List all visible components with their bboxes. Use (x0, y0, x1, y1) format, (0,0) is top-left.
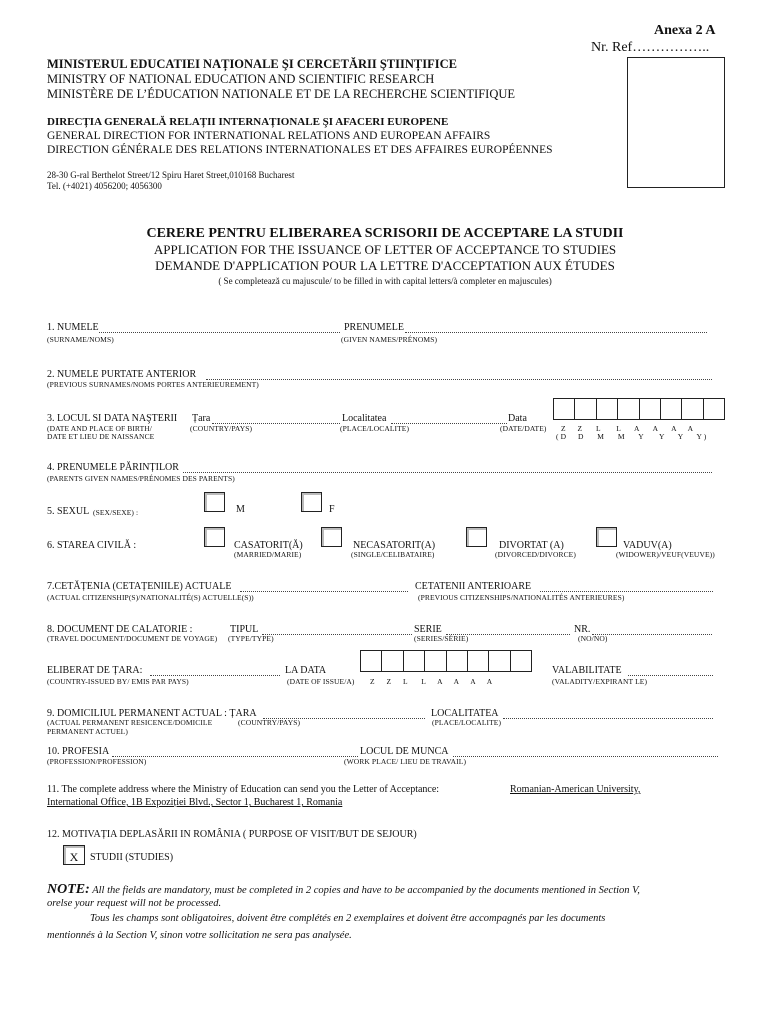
widow-sub: (WIDOWER)/VEUF(VEUVE)) (616, 550, 715, 559)
issue-date-boxes[interactable] (360, 650, 532, 672)
travel-doc-sub: (TRAVEL DOCUMENT/DOCUMENT DE VOYAGE) (47, 634, 218, 643)
ministry-fr: MINISTÈRE DE L’ÉDUCATION NATIONALE ET DE LA RECHERCHE SCIENTIFIQUE (47, 87, 516, 101)
direction-ro: DIRECȚIA GENERALĂ RELAȚII INTERNAȚIONALE ŞI AFACERI EUROPENE (47, 116, 449, 128)
previous-surnames-input[interactable] (206, 379, 712, 380)
doc-number-label: NR. (574, 624, 591, 635)
title-en: APPLICATION FOR THE ISSUANCE OF LETTER OF ACCEPTANCE TO STUDIES (153, 242, 617, 257)
doc-type-sub: (TYPE/TYPE) (228, 634, 274, 643)
surname-input[interactable] (99, 332, 340, 333)
purpose-label: 12. MOTIVAȚIA DEPLASĂRII IN ROMÂNIA ( PURPOSE OF VISIT/BUT DE SEJOUR) (47, 829, 417, 840)
annex-label: Anexa 2 A (654, 23, 716, 38)
parents-sub: (PARENTS GIVEN NAMES/PRÉNOMES DES PARENTS) (47, 474, 235, 483)
issue-date-sub: (DATE OF ISSUE/A) (287, 677, 355, 686)
doc-number-input[interactable] (592, 634, 712, 635)
acceptance-address-line1: Romanian-American University, (510, 784, 641, 795)
single-sub: (SINGLE/CELIBATAIRE) (351, 550, 435, 559)
parents-input[interactable] (183, 472, 712, 473)
note-label: NOTE: (47, 882, 90, 897)
telephone: Tel. (+4021) 4056200; 4056300 (47, 181, 162, 191)
single-label: NECASATORIT(A) (353, 540, 436, 551)
travel-doc-label: 8. DOCUMENT DE CALATORIE : (47, 624, 193, 635)
married-label: CASATORIT(Ă) (234, 540, 303, 551)
residence-place-sub: (PLACE/LOCALITE) (432, 718, 502, 727)
workplace-label: LOCUL DE MUNCA (360, 746, 449, 757)
divorced-checkbox[interactable] (466, 527, 487, 547)
note-line1 (47, 882, 640, 898)
married-sub: (MARRIED/MARIE) (234, 550, 302, 559)
citizenship-label: 7.CETĂȚENIA (CETAȚENIILE) ACTUALE (47, 581, 232, 592)
widow-label: VADUV(A) (623, 540, 672, 551)
photo-box[interactable] (627, 57, 725, 188)
single-checkbox[interactable] (321, 527, 342, 547)
divorced-label: DIVORTAT (A) (499, 540, 564, 551)
title-fr: DEMANDE D'APPLICATION POUR LA LETTRE D'ACCEPTATION AUX ÉTUDES (155, 258, 615, 273)
residence-sub2: PERMANENT ACTUEL) (47, 727, 128, 736)
widow-checkbox[interactable] (596, 527, 617, 547)
title-ro: CERERE PENTRU ELIBERAREA SCRISORII DE ACCEPTARE LA STUDII (146, 226, 624, 241)
given-names-sub: (GIVEN NAMES/PRÉNOMS) (341, 335, 438, 344)
citizenship-input[interactable] (240, 591, 408, 592)
civil-status-label: 6. STAREA CIVILĂ : (47, 540, 137, 551)
address-instructions: 11. The complete address where the Ministry of Education can send you the Letter of Acceptance: (47, 784, 440, 795)
previous-citizenship-input[interactable] (540, 591, 713, 592)
divorced-sub: (DIVORCED/DIVORCE) (495, 550, 576, 559)
birth-place-label: Localitatea (342, 413, 387, 424)
acceptance-address-line2: International Office, 1B Expoziției Blvd., Sector 1, Bucharest 1, Romania (47, 797, 343, 808)
sex-f-checkbox[interactable] (301, 492, 322, 512)
sex-m-label: M (236, 504, 245, 515)
workplace-sub: (WORK PLACE/ LIEU DE TRAVAIL) (344, 757, 467, 766)
given-names-label: PRENUMELE (344, 322, 404, 333)
doc-series-sub: (SERIES/SÉRIE) (414, 634, 469, 643)
birth-label: 3. LOCUL SI DATA NAŞTERII (47, 413, 178, 424)
doc-number-sub: (NO/NO) (578, 634, 608, 643)
birth-date-format: ( D D M M Y Y Y Y ) (556, 432, 707, 441)
surname-sub: (SURNAME/NOMS) (47, 335, 114, 344)
sex-m-checkbox[interactable] (204, 492, 225, 512)
doc-type-label: TIPUL (230, 624, 259, 635)
direction-en: GENERAL DIRECTION FOR INTERNATIONAL RELATIONS AND EUROPEAN AFFAIRS (47, 130, 491, 142)
capitals-note: ( Se completează cu majuscule/ to be filled in with capital letters/à completer en majuscules) (218, 276, 552, 286)
birth-country-sub: (COUNTRY/PAYS) (190, 424, 253, 433)
profession-sub: (PROFESSION/PROFESSION) (47, 757, 147, 766)
issue-date-label: LA DATA (285, 665, 327, 676)
given-names-input[interactable] (405, 332, 707, 333)
validity-input[interactable] (628, 675, 713, 676)
studies-label: STUDII (STUDIES) (90, 852, 174, 863)
issued-country-label: ELIBERAT DE ȚARA: (47, 665, 143, 676)
validity-label: VALABILITATE (552, 665, 622, 676)
birth-date-label: Data (508, 413, 527, 424)
issued-country-sub: (COUNTRY-ISSUED BY/ EMIS PAR PAYS) (47, 677, 189, 686)
sex-label: 5. SEXUL (47, 506, 90, 517)
residence-country-sub: (COUNTRY/PAYS) (238, 718, 301, 727)
birth-country-label: Țara (192, 413, 211, 424)
previous-surnames-label: 2. NUMELE PURTATE ANTERIOR (47, 369, 197, 380)
birth-date-sub: (DATE/DATE) (500, 424, 547, 433)
validity-sub: (VALADITY/EXPIRANT LE) (552, 677, 648, 686)
residence-sub1: (ACTUAL PERMANENT RESICENCE/DOMICILE (47, 718, 213, 727)
note-line2: orelse your request will not be processed. (47, 898, 222, 909)
previous-citizenship-label: CETATENII ANTERIOARE (415, 581, 532, 592)
residence-label: 9. DOMICILIUL PERMANENT ACTUAL : ȚARA (47, 708, 257, 719)
birth-date-letters: Z Z L L A A A A (561, 424, 694, 433)
direction-fr: DIRECTION GÉNÉRALE DES RELATIONS INTERNATIONALES ET DES AFFAIRES EUROPÉENNES (47, 144, 553, 156)
birth-sub2: DATE ET LIEU DE NAISSANCE (47, 432, 155, 441)
note-line3: Tous les champs sont obligatoires, doivent être complétés en 2 exemplaires et doivent être accompagnés par les documents (90, 913, 606, 924)
birth-place-sub: (PLACE/LOCALITE) (340, 424, 410, 433)
address: 28-30 G-ral Berthelot Street/12 Spiru Haret Street,010168 Bucharest (47, 170, 295, 180)
residence-place-label: LOCALITATEA (431, 708, 499, 719)
issue-date-letters: Z Z L L A A A A (370, 677, 493, 686)
ministry-en: MINISTRY OF NATIONAL EDUCATION AND SCIENTIFIC RESEARCH (47, 72, 435, 86)
issued-country-input[interactable] (150, 675, 280, 676)
doc-type-input[interactable] (262, 634, 412, 635)
ministry-ro: MINISTERUL EDUCATIEI NAȚIONALE ŞI CERCETĂRII ŞTIINȚIFICE (47, 57, 457, 71)
previous-citizenship-sub: (PREVIOUS CITIZENSHIPS/NATIONALITÉS ANTERIEURES) (418, 593, 625, 602)
note-text1: All the fields are mandatory, must be completed in 2 copies and have to be accompanied by the documents mentioned in Section V, (89, 885, 640, 896)
studies-checkbox[interactable]: X (63, 845, 85, 865)
parents-label: 4. PRENUMELE PĂRINȚILOR (47, 462, 179, 473)
note-line4: mentionnés à la Section V, sinon votre sollicitation ne sera pas analysée. (47, 930, 352, 941)
birth-sub1: (DATE AND PLACE OF BIRTH/ (47, 424, 152, 433)
citizenship-sub: (ACTUAL CITIZENSHIP(S)/NATIONALITÉ(S) ACTUELLE(S)) (47, 593, 254, 602)
residence-place-input[interactable] (503, 718, 713, 719)
surname-label: 1. NUMELE (47, 322, 99, 333)
sex-f-label: F (329, 504, 335, 515)
doc-series-label: SERIE (414, 624, 442, 635)
birth-date-boxes[interactable] (553, 398, 725, 420)
reference-number: Nr. Ref…………….. (591, 40, 710, 55)
previous-surnames-sub: (PREVIOUS SURNAMES/NOMS PORTES ANTERIEUREMENT) (47, 380, 259, 389)
profession-input[interactable] (112, 756, 358, 757)
sex-sub: (SEX/SEXE) : (93, 508, 139, 517)
married-checkbox[interactable] (204, 527, 225, 547)
workplace-input[interactable] (453, 756, 718, 757)
profession-label: 10. PROFESIA (47, 746, 110, 757)
